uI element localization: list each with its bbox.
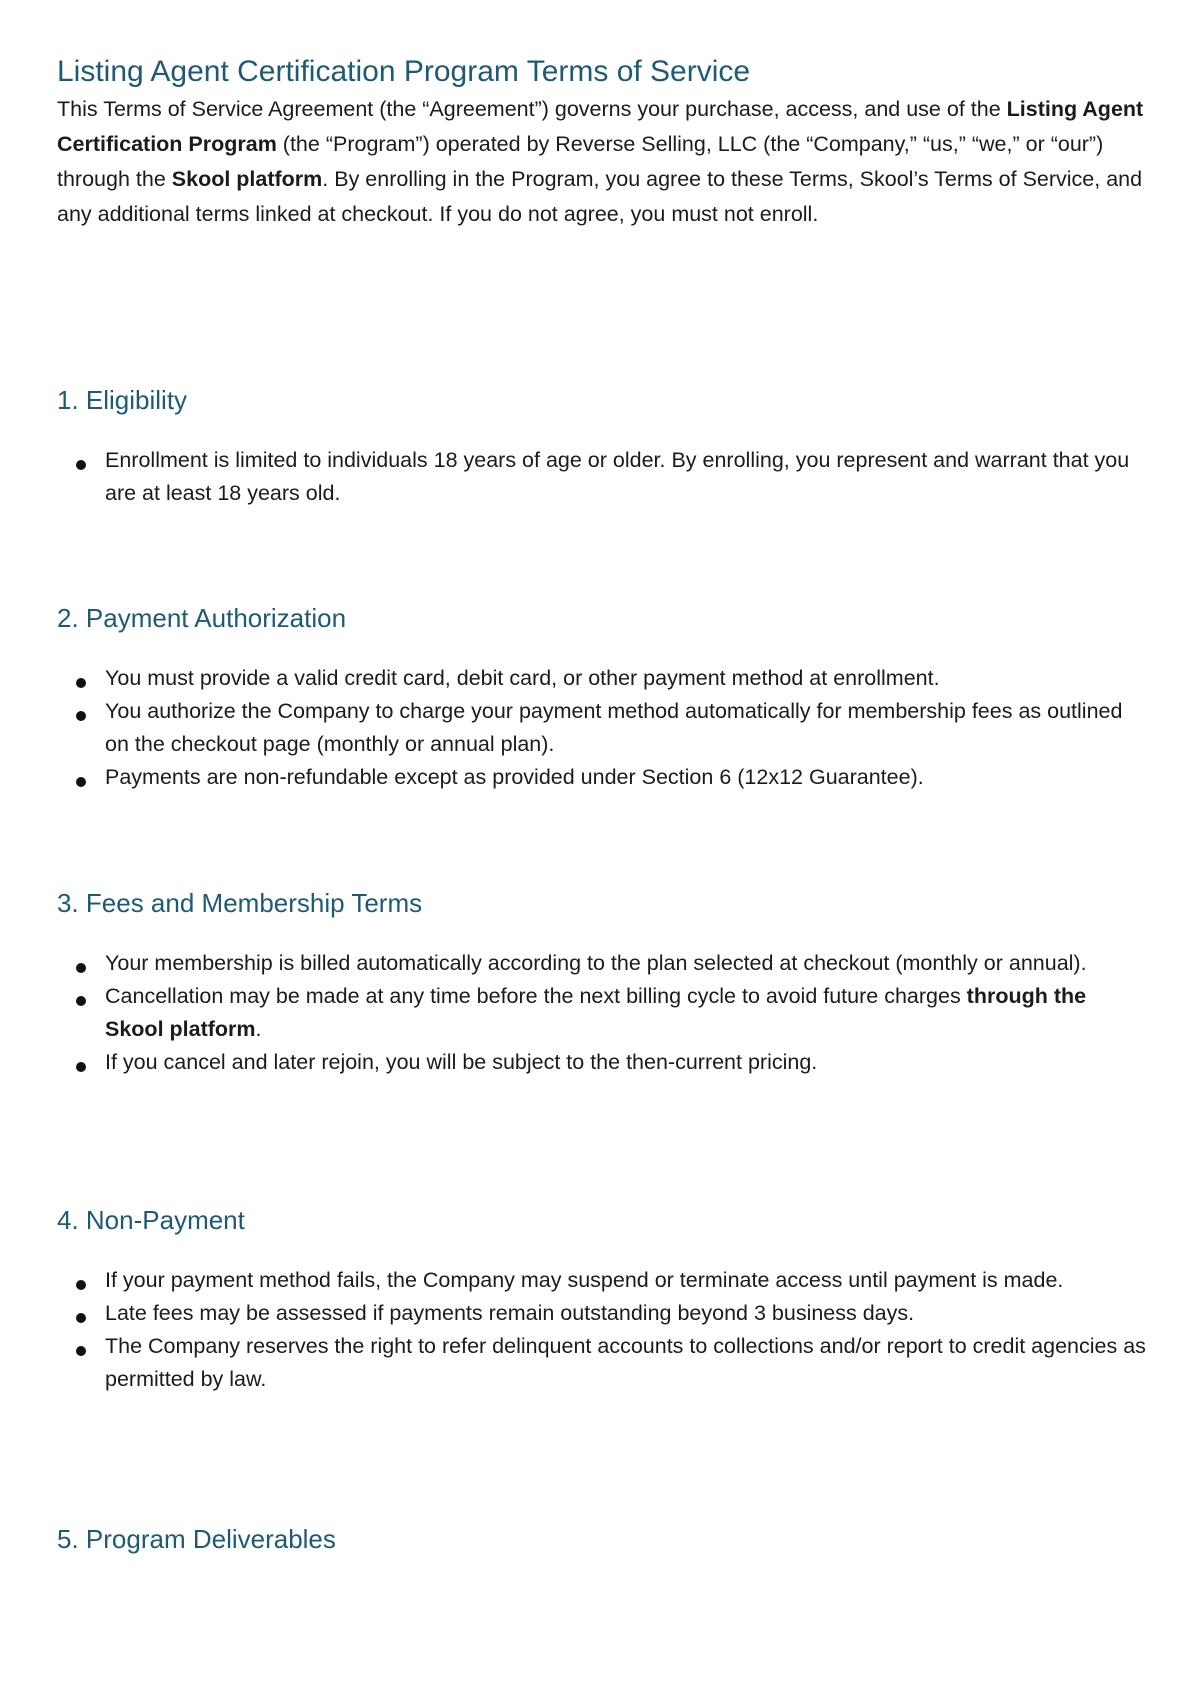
section-eligibility [57, 382, 1147, 510]
section-program-deliverables [57, 1521, 1147, 1557]
intro-program-name: Listing Agent Certification Program [57, 97, 1144, 156]
bullet-list [57, 1264, 1147, 1396]
list-item-text: Payments are non-refundable except as provided under Section 6 (12x12 Guarantee). [105, 765, 924, 789]
section-heading: 5. Program Deliverables [57, 1524, 336, 1554]
list-item [57, 947, 1147, 980]
section-fees-membership [57, 885, 1147, 1079]
bullet-icon [76, 777, 86, 787]
list-item-text: You authorize the Company to charge your payment method automatically for membership fees as outlined on the checkout page (monthly or annual plan). [105, 699, 1123, 756]
list-item-text: Enrollment is limited to individuals 18 years of age or older. By enrolling, you represent and warrant that you are at least 18 years old. [105, 448, 1130, 505]
list-item-text: Late fees may be assessed if payments remain outstanding beyond 3 business days. [105, 1301, 915, 1325]
bullet-list [57, 947, 1147, 1079]
bullet-icon [76, 1313, 86, 1323]
list-item-text: If you cancel and later rejoin, you will be subject to the then-current pricing. [105, 1050, 818, 1074]
intro-paragraph [57, 92, 1147, 232]
bullet-icon [76, 1062, 86, 1072]
list-item [57, 662, 1147, 695]
section-heading: 3. Fees and Membership Terms [57, 888, 423, 918]
intro-text-1: This Terms of Service Agreement (the “Agreement”) governs your purchase, access, and use of the [57, 97, 1007, 121]
list-item-text: Your membership is billed automatically according to the plan selected at checkout (monthly or annual). [105, 951, 1087, 975]
list-item [57, 761, 1147, 794]
bullet-list [57, 444, 1147, 510]
document-page [57, 52, 1147, 1554]
bullet-icon [76, 1280, 86, 1290]
bullet-icon [76, 996, 86, 1006]
intro-text-2: (the “Program”) operated by Reverse Selling, LLC (the “Company,” “us,” “we,” or “our”) through the [57, 132, 1104, 191]
bullet-icon [76, 711, 86, 721]
bullet-icon [76, 678, 86, 688]
list-item [57, 444, 1147, 510]
section-heading: 2. Payment Authorization [57, 603, 347, 633]
list-item-text: Cancellation may be made at any time before the next billing cycle to avoid future charges [105, 984, 967, 1008]
list-item [57, 695, 1147, 761]
list-item-text: You must provide a valid credit card, debit card, or other payment method at enrollment. [105, 666, 940, 690]
section-heading: 1. Eligibility [57, 385, 188, 415]
document-title: Listing Agent Certification Program Terms of Service [57, 55, 751, 88]
intro-platform-name: Skool platform [171, 167, 323, 191]
section-payment-authorization [57, 600, 1147, 794]
section-heading: 4. Non-Payment [57, 1205, 245, 1235]
bullet-icon [76, 460, 86, 470]
list-item [57, 980, 1147, 1046]
list-item-bold-text: through the Skool platform [105, 984, 1087, 1041]
intro-text-3: . By enrolling in the Program, you agree to these Terms, Skool’s Terms of Service, and any additional terms linked at checkout. If you do not agree, you must not enroll. [57, 167, 1143, 226]
list-item-tail: . [255, 1017, 262, 1041]
list-item [57, 1046, 1147, 1079]
bullet-icon [76, 963, 86, 973]
list-item [57, 1297, 1147, 1330]
section-non-payment [57, 1202, 1147, 1396]
bullet-list [57, 662, 1147, 794]
list-item [57, 1264, 1147, 1297]
bullet-icon [76, 1346, 86, 1356]
list-item [57, 1330, 1147, 1396]
list-item-text: If your payment method fails, the Company may suspend or terminate access until payment is made. [105, 1268, 1064, 1292]
list-item-text: The Company reserves the right to refer delinquent accounts to collections and/or report to credit agencies as permitted by law. [105, 1334, 1146, 1391]
